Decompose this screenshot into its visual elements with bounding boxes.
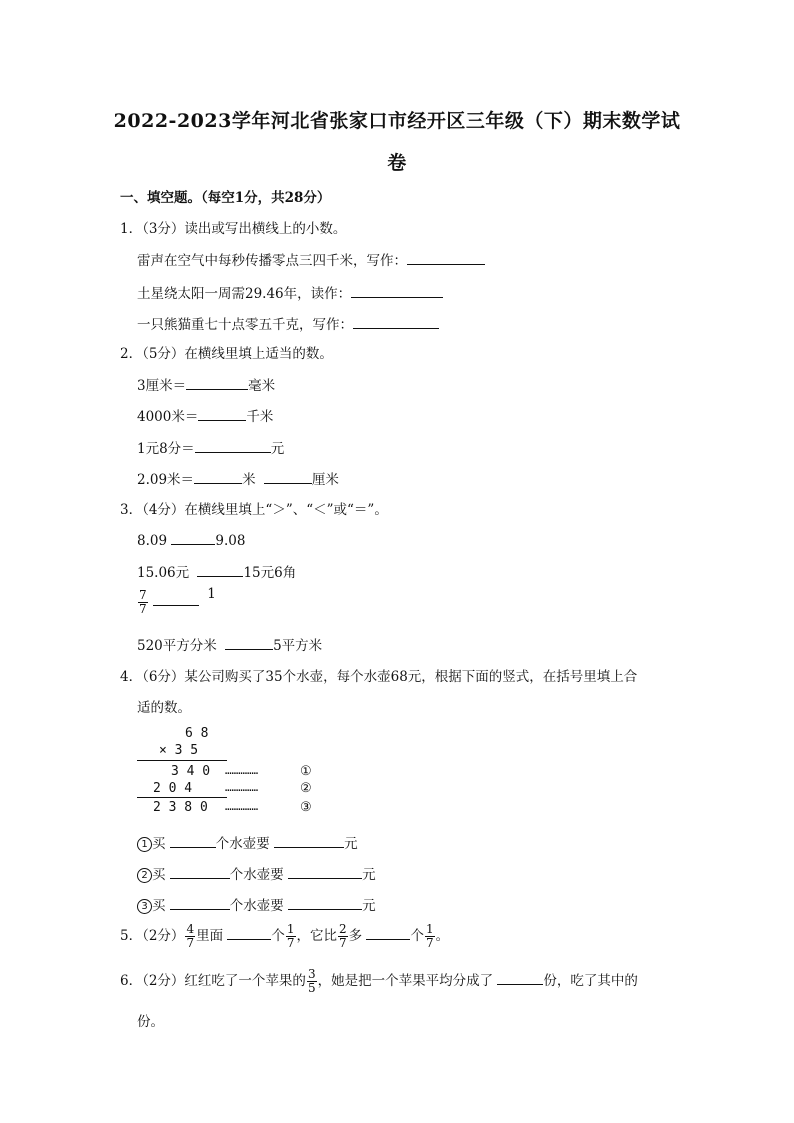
question-3-stem: 3．（4分）在横线里填上“＞”、“＜”或“＝”。: [120, 502, 388, 518]
fraction: $\frac{3}{5}$: [307, 967, 316, 995]
question-1b: 土星绕太阳一周需29.46年，读作：: [137, 282, 443, 302]
section-heading: 一、填空题。（每空1分，共28分）: [120, 190, 331, 206]
answer-blank[interactable]: [186, 375, 248, 390]
answer-blank[interactable]: [153, 591, 199, 606]
question-2d: 2.09米＝ 米 厘米: [137, 468, 339, 488]
question-2-stem: 2．（5分）在横线里填上适当的数。: [120, 346, 333, 362]
answer-blank[interactable]: [227, 925, 271, 940]
answer-blank[interactable]: [195, 438, 271, 453]
question-4-stem: 4．（6分）某公司购买了35个水壶，每个水壶68元，根据下面的竖式，在括号里填上合: [120, 669, 638, 685]
answer-blank[interactable]: [198, 406, 246, 421]
answer-blank[interactable]: [407, 250, 485, 265]
question-3d: 520平方分米 5平方米: [137, 634, 322, 654]
circled-number-2: 2: [137, 868, 152, 883]
question-1-stem: 1．（3分）读出或写出横线上的小数。: [120, 221, 347, 237]
answer-blank[interactable]: [497, 970, 543, 985]
fraction: $\frac{2}{7}$: [339, 922, 347, 950]
answer-blank[interactable]: [170, 864, 230, 879]
question-4b: 2 买 个水壶要 元: [137, 863, 376, 883]
page-title-continued: 卷: [387, 152, 407, 174]
answer-blank[interactable]: [351, 283, 443, 298]
question-3c: $\frac{7}{7}$ 1: [139, 586, 216, 616]
fraction: $\frac{7}{7}$: [139, 588, 147, 616]
question-3a: 8.09 9.08: [137, 530, 245, 549]
answer-blank[interactable]: [225, 635, 273, 650]
answer-blank[interactable]: [194, 469, 242, 484]
question-4c: 3 买 个水壶要 元: [137, 894, 376, 914]
circled-number-1: 1: [137, 837, 152, 852]
divider-line: [137, 797, 227, 798]
circled-number-3: 3: [137, 899, 152, 914]
question-2b: 4000米＝ 千米: [137, 405, 273, 425]
divider-line: [137, 760, 227, 761]
answer-blank[interactable]: [171, 530, 215, 545]
question-6-continued: 份。: [137, 1014, 164, 1030]
question-5: 5．（2分） $\frac{4}{7}$ 里面 个 $\frac{1}{7}$ ，它比 $\frac{2}{7}$ 多 个 $\frac{1}{7}$ 。: [120, 922, 450, 950]
question-6: 6．（2分）红红吃了一个苹果的 $\frac{3}{5}$ ，她是把一个苹果平均分成了 份，吃了其中的: [120, 967, 638, 995]
question-1c: 一只熊猫重七十点零五千克，写作：: [137, 313, 439, 333]
question-2a: 3厘米＝ 毫米: [137, 374, 275, 394]
fraction: $\frac{1}{7}$: [286, 922, 295, 950]
answer-blank[interactable]: [353, 314, 439, 329]
answer-blank[interactable]: [170, 895, 230, 910]
answer-blank[interactable]: [170, 833, 216, 848]
question-3b: 15.06元 15元6角: [137, 561, 296, 581]
question-4-stem-continued: 适的数。: [137, 700, 191, 716]
question-2c: 1元8分＝ 元: [137, 437, 284, 457]
question-1a: 雷声在空气中每秒传播零点三四千米，写作：: [137, 249, 485, 269]
answer-blank[interactable]: [288, 895, 362, 910]
vertical-multiplication: 6 8 × 3 5 3 4 0 …………… ① 2 0 4 …………… ② 2 3 8 0 …………… ③: [137, 724, 317, 818]
page-title: 2022-2023学年河北省张家口市经开区三年级（下）期末数学试: [113, 110, 681, 132]
answer-blank[interactable]: [274, 833, 344, 848]
question-4a: 1 买 个水壶要 元: [137, 832, 358, 852]
answer-blank[interactable]: [197, 562, 243, 577]
answer-blank[interactable]: [366, 925, 410, 940]
fraction: $\frac{4}{7}$: [186, 922, 195, 950]
answer-blank[interactable]: [288, 864, 362, 879]
fraction: $\frac{1}{7}$: [425, 922, 434, 950]
answer-blank[interactable]: [264, 469, 312, 484]
